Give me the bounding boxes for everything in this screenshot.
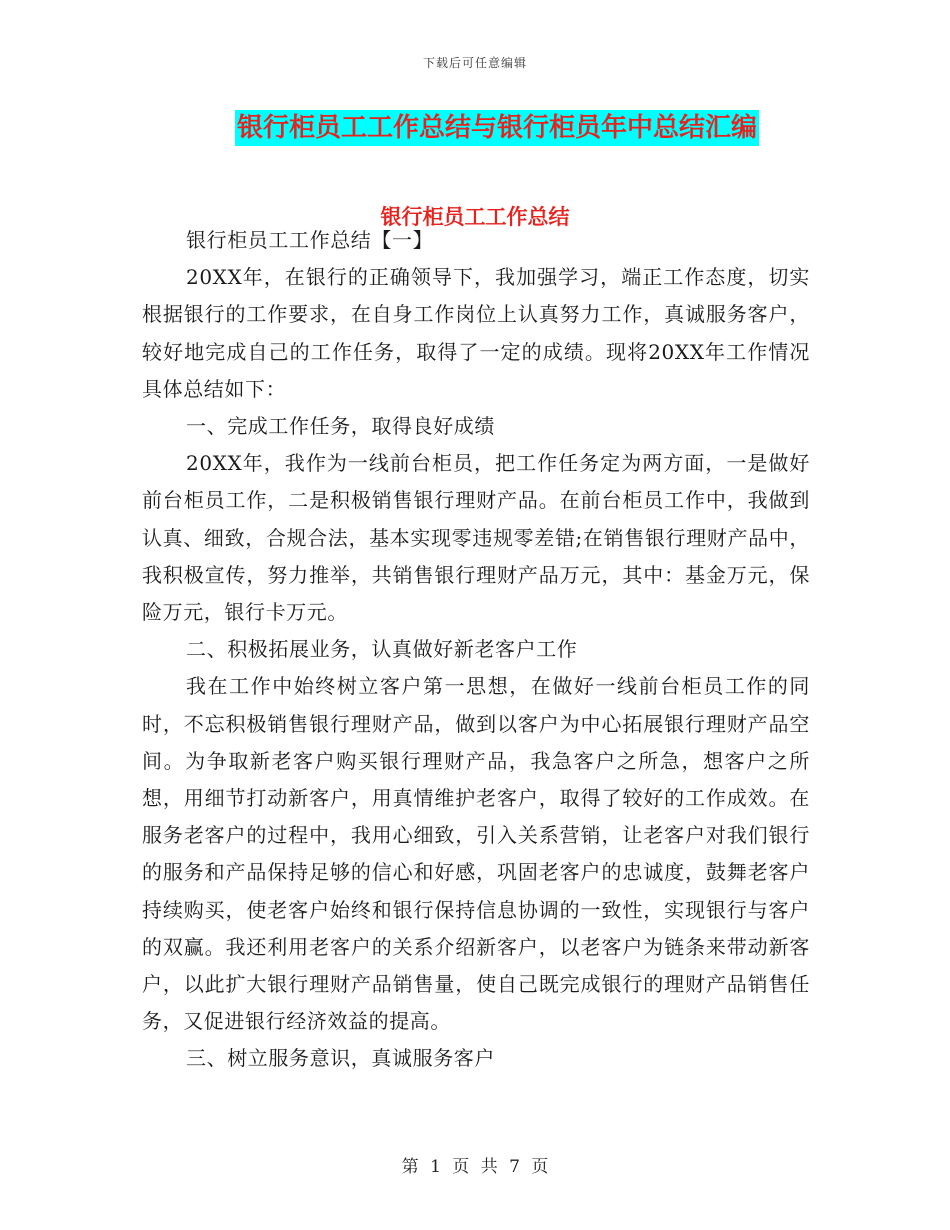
paragraph: 20XX年，在银行的正确领导下，我加强学习，端正工作态度，切实根据银行的工作要求，在自身工作岗位上认真努力工作，真诚服务客户，较好地完成自己的工作任务，取得了一定的成绩。现将20XX年工作情况具体总结如下： xyxy=(142,265,810,401)
document-body xyxy=(142,220,810,1078)
paragraph-heading: 三、树立服务意识，真诚服务客户 xyxy=(186,1046,495,1071)
main-title-wrap xyxy=(0,110,950,146)
paragraph-section-heading: 银行柜员工工作总结【一】 xyxy=(186,228,434,252)
paragraph-heading: 二、积极拓展业务，认真做好新老客户工作 xyxy=(186,637,578,662)
header-note: 下载后可任意编辑 xyxy=(422,56,527,70)
main-title: 银行柜员工工作总结与银行柜员年中总结汇编 xyxy=(235,110,759,146)
sub-title: 银行柜员工工作总结 xyxy=(380,205,570,229)
page-footer: 第 1 页 共 7 页 xyxy=(401,1157,549,1177)
paragraph: 20XX年，我作为一线前台柜员，把工作任务定为两方面，一是做好前台柜员工作，二是积极销售银行理财产品。在前台柜员工作中，我做到认真、细致，合规合法，基本实现零违规零差错;在销售银行理财产品中，我积极宣传，努力推举，共销售银行理财产品万元，其中：基金万元，保险万元，银行卡万元。 xyxy=(142,451,810,625)
paragraph-heading: 一、完成工作任务，取得良好成绩 xyxy=(186,414,495,439)
paragraph: 我在工作中始终树立客户第一思想，在做好一线前台柜员工作的同时，不忘积极销售银行理财产品，做到以客户为中心拓展银行理财产品空间。为争取新老客户购买银行理财产品，我急客户之所急，想客户之所想，用细节打动新客户，用真情维护老客户，取得了较好的工作成效。在服务老客户的过程中，我用心细致，引入关系营销，让老客户对我们银行的服务和产品保持足够的信心和好感，巩固老客户的忠诚度，鼓舞老客户持续购买，使老客户始终和银行保持信息协调的一致性，实现银行与客户的双赢。我还利用老客户的关系介绍新客户，以老客户为链条来带动新客户，以此扩大银行理财产品销售量，使自己既完成银行的理财产品销售任务，又促进银行经济效益的提高。 xyxy=(142,674,810,1034)
